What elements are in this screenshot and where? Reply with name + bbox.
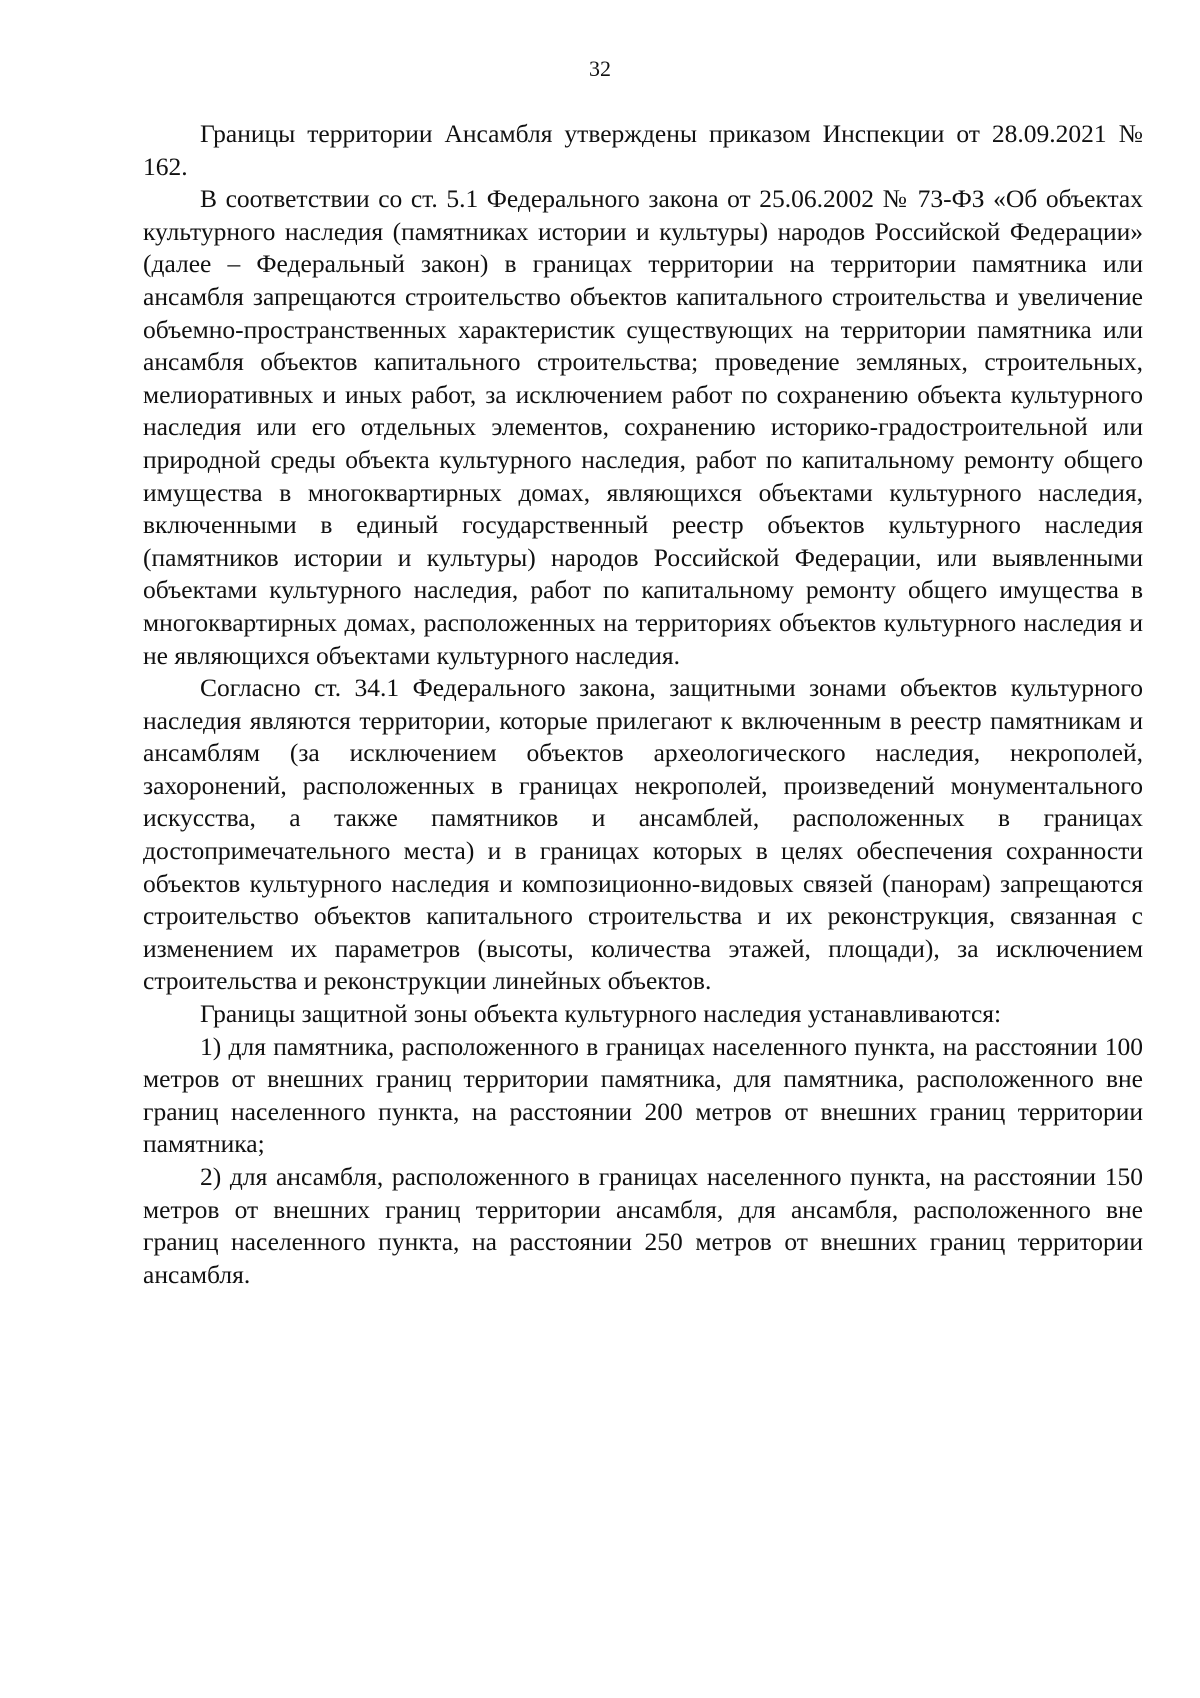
- paragraph-territory-boundaries: Границы территории Ансамбля утверждены приказом Инспекции от 28.09.2021 № 162.: [143, 119, 1143, 181]
- paragraph-article-5-1: В соответствии со ст. 5.1 Федерального закона от 25.06.2002 № 73-ФЗ «Об объектах культурного наследия (памятниках истории и культуры) народов Российской Федерации» (далее – Федеральный закон) в границах территории на территории памятника или ансамбля запрещаются строительство объектов капитального строительства и увеличение объемно-пространственных характеристик существующих на территории памятника или ансамбля объектов капитального строительства; проведение земляных, строительных, мелиоративных и иных работ, за исключением работ по сохранению объекта культурного наследия или его отдельных элементов, сохранению историко-градостроительной или природной среды объекта культурного наследия, работ по капитальному ремонту общего имущества в многоквартирных домах, являющихся объектами культурного наследия, включенными в единый государственный реестр объектов культурного наследия (памятников истории и культуры) народов Российской Федерации, или выявленными объектами культурного наследия, работ по капитальному ремонту общего имущества в многоквартирных домах, расположенных на территориях объектов культурного наследия и не являющихся объектами культурного наследия.: [143, 184, 1143, 670]
- document-body: [143, 118, 1143, 1291]
- paragraph-ensemble-zone: 2) для ансамбля, расположенного в границах населенного пункта, на расстоянии 150 метров от внешних границ территории ансамбля, для ансамбля, расположенного вне границ населенного пункта, на расстоянии 250 метров от внешних границ территории ансамбля.: [143, 1162, 1143, 1289]
- paragraph-monument-zone: 1) для памятника, расположенного в границах населенного пункта, на расстоянии 100 метров от внешних границ территории памятника, для памятника, расположенного вне границ населенного пункта, на расстоянии 200 метров от внешних границ территории памятника;: [143, 1031, 1143, 1159]
- paragraph-article-34-1: Согласно ст. 34.1 Федерального закона, защитными зонами объектов культурного наследия являются территории, которые прилегают к включенным в реестр памятникам и ансамблям (за исключением объектов археологического наследия, некрополей, захоронений, расположенных в границах некрополей, произведений монументального искусства, а также памятников и ансамблей, расположенных в границах достопримечательного места) и в границах которых в целях обеспечения сохранности объектов культурного наследия и композиционно-видовых связей (панорам) запрещаются строительство объектов капитального строительства и их реконструкция, связанная с изменением их параметров (высоты, количества этажей, площади), за исключением строительства и реконструкции линейных объектов.: [143, 673, 1143, 996]
- paragraph-protective-zone-intro: Границы защитной зоны объекта культурного наследия устанавливаются:: [200, 999, 1002, 1029]
- page-number: 32: [589, 56, 611, 81]
